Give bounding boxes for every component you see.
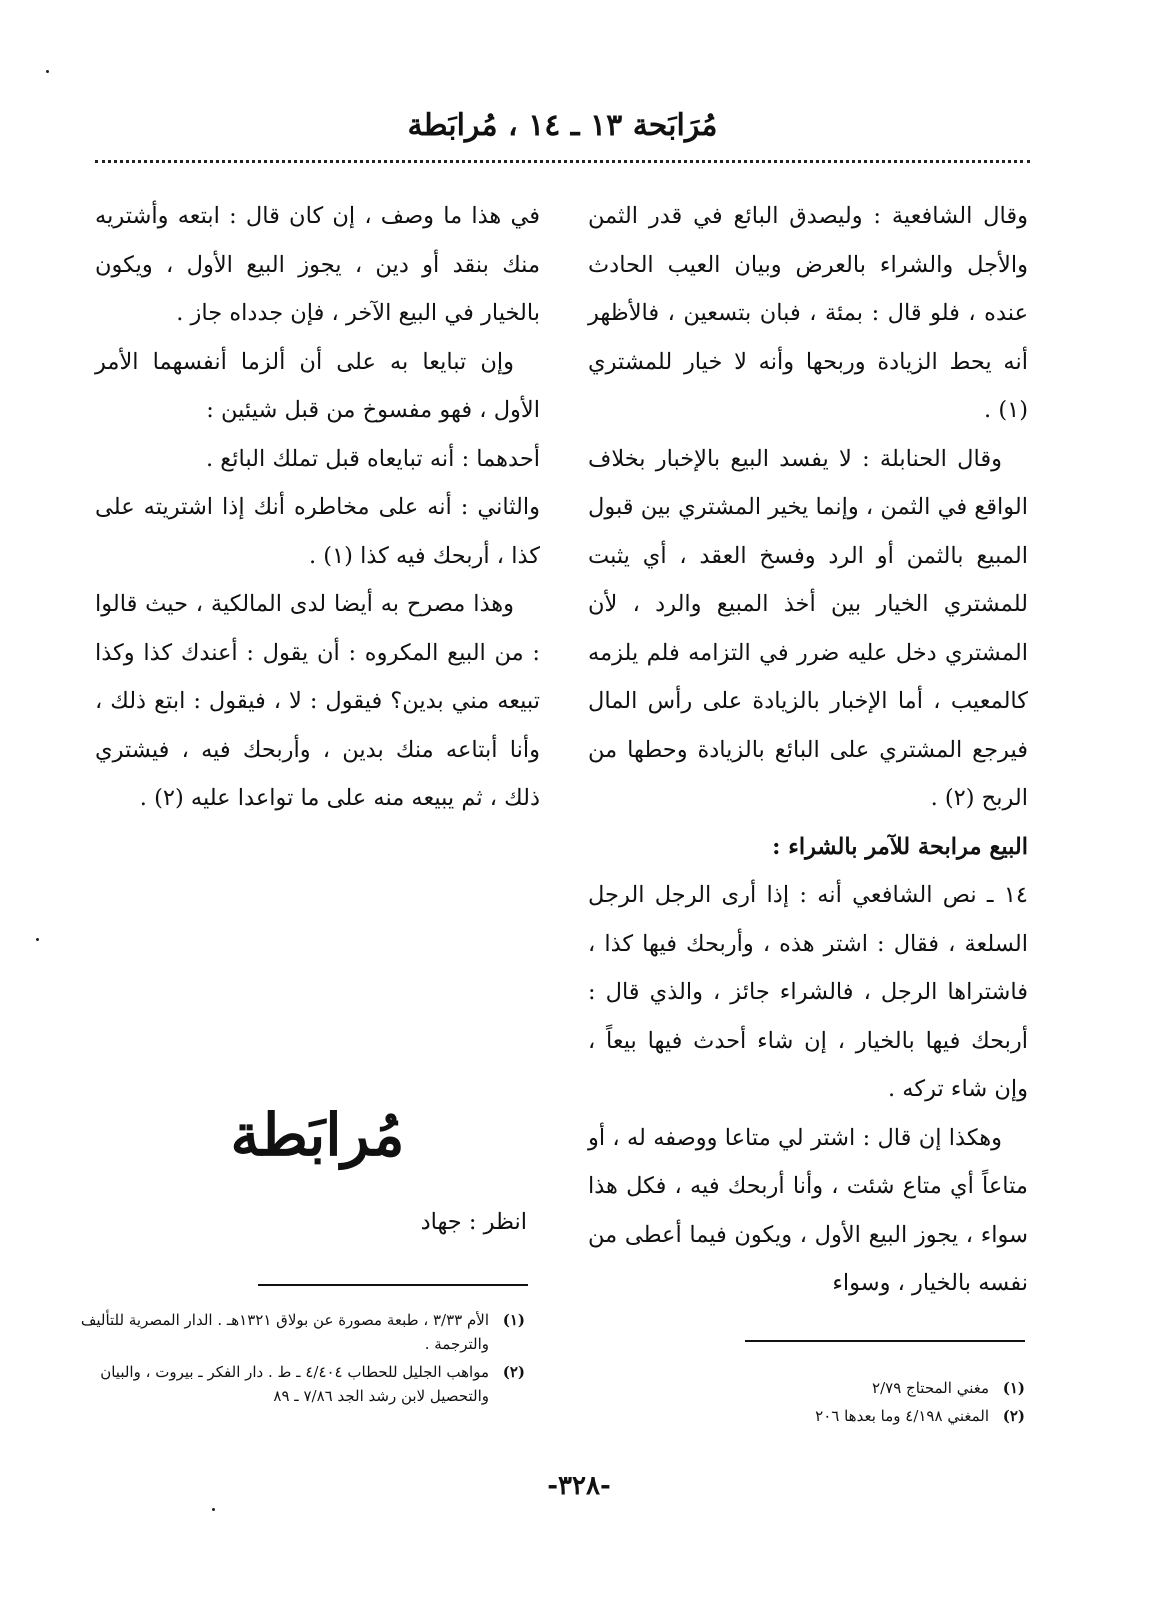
left-column [95,192,540,823]
paragraph: أحدهما : أنه تبايعاه قبل تملك البائع . [206,445,540,472]
footnote-text: مواهب الجليل للحطاب ٤/٤٠٤ ـ ط . دار الفكر ـ بيروت ، والبيان والتحصيل لابن رشد الجد ٧/٨٦ ـ ٨٩ [100,1363,489,1405]
paragraph: وهذا مصرح به أيضا لدى المالكية ، حيث قالوا : من البيع المكروه : أن يقول : أعندك كذا وكذا تبيعه مني بدين؟ فيقول : لا ، فيقول : ابتع ذلك ، وأنا أبتاعه منك بدين ، وأربحك فيه ، فيشتري ذلك ، ثم يبيعه منه على ما تواعدا عليه (٢) . [95,591,540,811]
entry-title: مُرابَطة [230,1101,405,1169]
footnote-divider [258,1284,528,1286]
section-heading: البيع مرابحة للآمر بالشراء : [772,833,1028,860]
scan-speck [46,70,49,73]
footnote [80,1308,525,1356]
footnote [80,1360,525,1408]
footnote-text: الأم ٣/٣٣ ، طبعة مصورة عن بولاق ١٣٢١هـ . الدار المصرية للتأليف والترجمة . [80,1311,489,1353]
paragraph: في هذا ما وصف ، إن كان قال : ابتعه وأشتريه منك بنقد أو دين ، يجوز البيع الأول ، ويكون بالخيار في البيع الآخر ، فإن جدداه جاز . [95,203,540,326]
page-number: -٣٢٨- [547,1471,611,1501]
scan-speck [212,1508,215,1511]
right-column [588,192,1028,1308]
footnote-number: (١) [502,1311,525,1329]
running-header: مُرَابَحة ١٣ ـ ١٤ ، مُرابَطة [407,108,718,143]
footnote [720,1376,1025,1400]
paragraph: وإن تبايعا به على أن ألزما أنفسهما الأمر الأول ، فهو مفسوخ من قبل شيئين : [95,348,540,423]
footnote [720,1404,1025,1428]
scan-speck [36,938,39,941]
footnote-number: (٢) [502,1363,525,1381]
footnotes-left [80,1308,525,1412]
paragraph: وقال الشافعية : وليصدق البائع في قدر الثمن والأجل والشراء بالعرض وبيان العيب الحادث عنده ، فلو قال : بمئة ، فبان بتسعين ، فالأظهر أنه يحط الزيادة وربحها وأنه لا خيار للمشتري (١) . [588,203,1028,423]
header-divider [95,160,1030,163]
footnotes-right [720,1376,1025,1432]
paragraph: والثاني : أنه على مخاطره أنك إذا اشتريته على كذا ، أربحك فيه كذا (١) . [95,494,540,569]
footnote-number: (٢) [1002,1407,1025,1425]
footnote-divider [745,1340,1025,1342]
footnote-text: المغني ٤/١٩٨ وما بعدها ٢٠٦ [815,1407,989,1425]
paragraph: وهكذا إن قال : اشتر لي متاعا ووصفه له ، أو متاعاً أي متاع شئت ، وأنا أربحك فيه ، فكل هذا سواء ، يجوز البيع الأول ، ويكون فيما أعطى من نفسه بالخيار ، وسواء [588,1124,1028,1296]
footnote-number: (١) [1002,1379,1025,1397]
paragraph: وقال الحنابلة : لا يفسد البيع بالإخبار بخلاف الواقع في الثمن ، وإنما يخير المشتري بين قبول المبيع بالثمن أو الرد وفسخ العقد ، أي يثبت للمشتري الخيار بين أخذ المبيع والرد ، لأن المشتري دخل عليه ضرر في التزامه فلم يلزمه كالمعيب ، أما الإخبار بالزيادة على رأس المال فيرجع المشتري على البائع بالزيادة وحطها من الربح (٢) . [588,445,1028,811]
paragraph: ١٤ ـ نص الشافعي أنه : إذا أرى الرجل الرجل السلعة ، فقال : اشتر هذه ، وأربحك فيها كذا ، فاشتراها الرجل ، فالشراء جائز ، والذي قال : أربحك فيها بالخيار ، إن شاء أحدث فيها بيعاً ، وإن شاء تركه . [588,882,1028,1102]
see-also-reference: انظر : جهاد [420,1209,527,1235]
footnote-text: مغني المحتاج ٢/٧٩ [872,1379,989,1397]
